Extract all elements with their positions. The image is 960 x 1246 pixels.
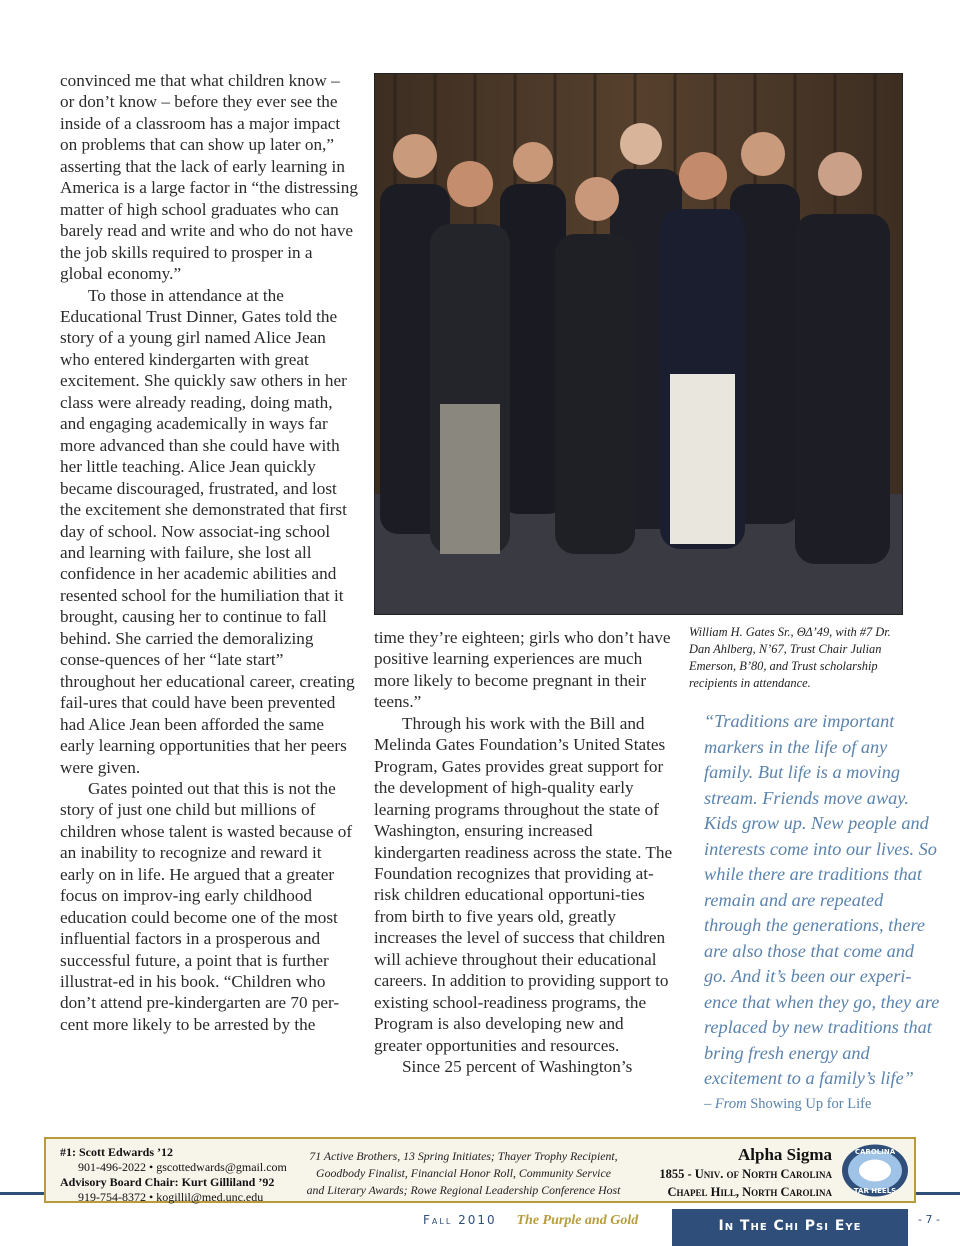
chapter-info-box xyxy=(44,1137,916,1203)
contact-line-2: 901-496-2022 • gscottedwards@gmail.com xyxy=(78,1160,287,1174)
chapter-city: Chapel Hill, North Carolina xyxy=(667,1185,832,1199)
col1-paragraph-1: convinced me that what children know – or don’t know – before they ever see the inside of a classroom has a major impact on problems that can show up later on,” asserting that the lack of early learning in America is a large factor in “the distressing matter of high school graduates who can barely read and write and who do not have the job skills required to prosper in a global economy.” xyxy=(60,71,358,284)
article-column-1 xyxy=(60,70,358,1035)
issue-label xyxy=(423,1213,638,1229)
chapter-contacts xyxy=(60,1145,287,1205)
photo-caption: William H. Gates Sr., ΘΔ’49, with #7 Dr. Dan Ahlberg, N’67, Trust Chair Julian Emerson, B’80, and Trust scholarship recipients in attendance. xyxy=(689,625,891,690)
chapter-achievements xyxy=(306,1148,621,1199)
attribution-prefix: – From xyxy=(704,1096,747,1112)
pull-quote: “Traditions are important markers in the life of any family. But life is a moving stream. Friends move away. Kids grow up. New people and interests come into our lives. So while there are traditions that remain and are repeated through the generations, there are also those that come and go. And it’s been our experi-ence that when they go, they are replaced by new traditions that bring fresh energy and excitement to a family’s life” xyxy=(704,711,940,1088)
group-photo-illustration xyxy=(375,74,902,614)
group-photo xyxy=(374,73,903,615)
section-band xyxy=(672,1209,908,1246)
article-column-2 xyxy=(374,627,674,1078)
col1-paragraph-3: Gates pointed out that this is not the story of just one child but millions of children whose talent is wasted because of an inability to recognize and reward it early on in life. He argued that a greater focus on improv-ing early childhood education could become one of the most influential factors in a prosperous and successful future, a point that is further illustrat-ed in his book. “Children who don’t attend pre-kindergarten are 70 per-cent more likely to be arrested by the xyxy=(60,778,353,1034)
chapter-school: 1855 - Univ. of North Carolina xyxy=(659,1167,832,1181)
page-number: - 7 - xyxy=(918,1213,940,1226)
pull-quote-attribution xyxy=(704,1096,940,1113)
seal-bottom-text: TAR HEELS xyxy=(853,1187,897,1195)
seal-top-text: CAROLINA xyxy=(854,1148,896,1156)
tar-heels-seal-icon xyxy=(840,1143,910,1198)
chapter-identity xyxy=(659,1145,832,1201)
col2-paragraph-3: Since 25 percent of Washington’s xyxy=(402,1057,633,1077)
contact-line-4: 919-754-8372 • kogillil@med.unc.edu xyxy=(78,1190,264,1204)
achievements-line-3: and Literary Awards; Rowe Regional Leadership Conference Host xyxy=(306,1183,621,1197)
col2-paragraph-1: time they’re eighteen; girls who don’t have positive learning experiences are much more likely to become pregnant in their teens.” xyxy=(374,628,671,712)
achievements-line-1: 71 Active Brothers, 13 Spring Initiates; Thayer Trophy Recipient, xyxy=(309,1149,618,1163)
contact-line-3: Advisory Board Chair: Kurt Gilliland ’92 xyxy=(60,1175,275,1189)
contact-line-1: #1: Scott Edwards ’12 xyxy=(60,1145,173,1159)
attribution-source: Showing Up for Life xyxy=(750,1096,872,1112)
col1-paragraph-2: To those in attendance at the Educational Trust Dinner, Gates told the story of a young girl named Alice Jean who entered kindergarten with great excitement. She quickly saw others in her class were already reading, doing math, and engaging academically in ways far more advanced than she could have with her little teaching. Alice Jean quickly became discouraged, frustrated, and lost the excitement she demonstrated that first day of school. Now associat-ing school and learning with failure, she lost all confidence in her academic abilities and resented school for the humiliation that it brought, causing her to continue to fall behind. She carried the demoralizing conse-quences of her “late start” throughout her educational career, creating fail-ures that could have been prevented had Alice Jean been afforded the same early learning opportunities that her peers were given. xyxy=(60,285,355,777)
col2-paragraph-2: Through his work with the Bill and Melinda Gates Foundation’s United States Program, Gates provides great support for the development of high-quality early learning programs throughout the state of Washington, ensuring increased kindergarten readiness across the state. The Foundation recognizes that providing at-risk children educational opportuni-ties from birth to five years old, greatly increases the level of success that children will achieve throughout their educational careers. In addition to providing support to existing school-readiness programs, the Program is also developing new and greater opportunities and resources. xyxy=(374,713,673,1055)
issue-date: Fall 2010 xyxy=(423,1213,497,1227)
section-title: In The Chi Psi Eye xyxy=(718,1218,862,1234)
chapter-name: Alpha Sigma xyxy=(738,1145,832,1164)
publication-name: The Purple and Gold xyxy=(516,1213,639,1228)
achievements-line-2: Goodbody Finalist, Financial Honor Roll, Community Service xyxy=(316,1166,611,1180)
